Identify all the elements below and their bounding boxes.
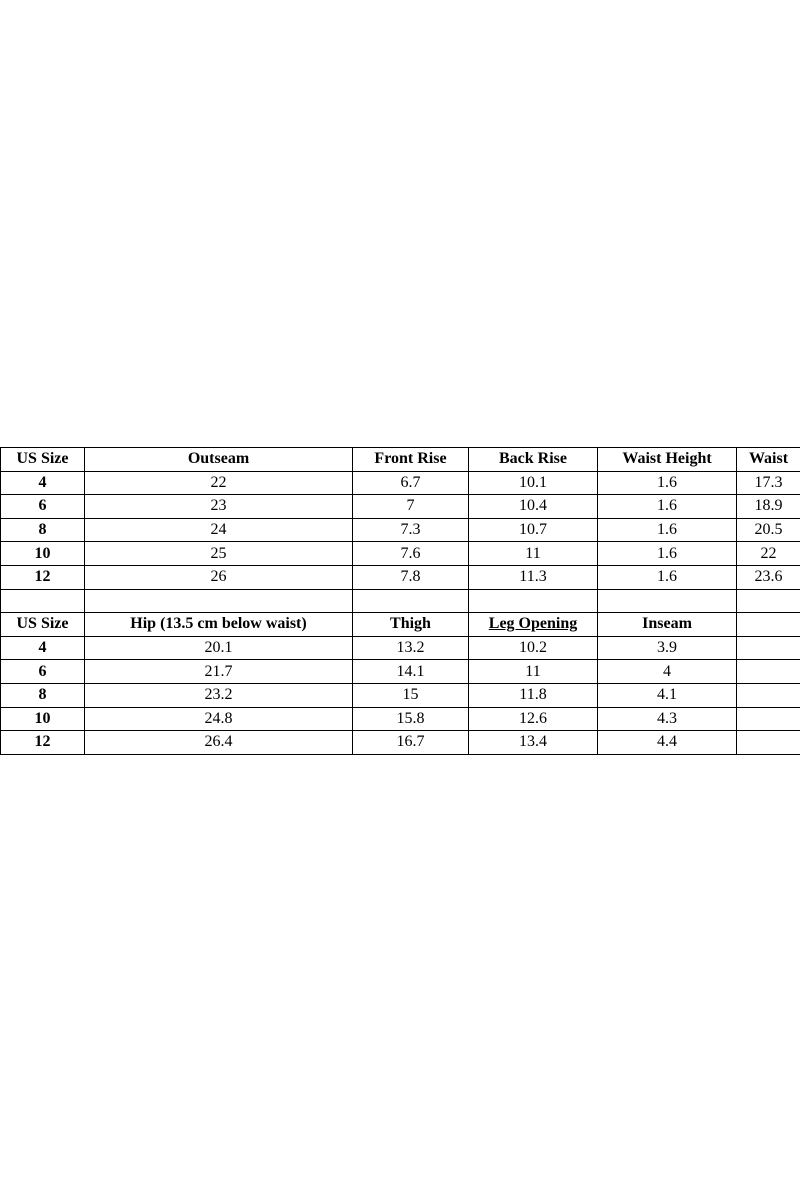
measurement-cell: 3.9 — [598, 636, 737, 660]
measurement-cell: 22 — [85, 471, 353, 495]
empty-cell — [353, 589, 469, 613]
column-header: Waist — [737, 448, 800, 472]
size-chart-body — [1, 448, 800, 755]
measurement-cell: 7.3 — [353, 518, 469, 542]
size-cell: 12 — [1, 731, 85, 755]
measurement-cell — [737, 636, 800, 660]
column-header: Back Rise — [469, 448, 598, 472]
empty-cell — [598, 589, 737, 613]
table-row — [1, 683, 800, 707]
measurement-cell: 26 — [85, 565, 353, 589]
table-row — [1, 731, 800, 755]
measurement-cell: 20.5 — [737, 518, 800, 542]
measurement-cell: 11 — [469, 660, 598, 684]
measurement-cell: 6.7 — [353, 471, 469, 495]
measurement-cell: 23.2 — [85, 683, 353, 707]
column-header: Leg Opening — [469, 613, 598, 637]
measurement-cell: 1.6 — [598, 495, 737, 519]
size-cell: 10 — [1, 542, 85, 566]
size-cell: 10 — [1, 707, 85, 731]
measurement-cell: 23 — [85, 495, 353, 519]
measurement-cell: 7 — [353, 495, 469, 519]
measurement-cell: 11.8 — [469, 683, 598, 707]
measurement-cell: 24.8 — [85, 707, 353, 731]
table-row — [1, 660, 800, 684]
table-row — [1, 495, 800, 519]
empty-cell — [469, 589, 598, 613]
measurement-cell: 13.2 — [353, 636, 469, 660]
measurement-cell: 10.2 — [469, 636, 598, 660]
spacer-row — [1, 589, 800, 613]
measurement-cell: 4.1 — [598, 683, 737, 707]
header-row — [1, 613, 800, 637]
empty-cell — [1, 589, 85, 613]
measurement-cell: 13.4 — [469, 731, 598, 755]
table-row — [1, 565, 800, 589]
empty-cell — [737, 589, 800, 613]
size-cell: 12 — [1, 565, 85, 589]
measurement-cell: 4 — [598, 660, 737, 684]
measurement-cell: 10.1 — [469, 471, 598, 495]
column-header: Front Rise — [353, 448, 469, 472]
measurement-cell: 7.6 — [353, 542, 469, 566]
size-cell: 4 — [1, 471, 85, 495]
measurement-cell: 1.6 — [598, 471, 737, 495]
measurement-cell — [737, 660, 800, 684]
table-row — [1, 542, 800, 566]
size-cell: 4 — [1, 636, 85, 660]
measurement-cell: 23.6 — [737, 565, 800, 589]
size-cell: 8 — [1, 518, 85, 542]
empty-cell — [85, 589, 353, 613]
measurement-cell: 11.3 — [469, 565, 598, 589]
measurement-cell — [737, 707, 800, 731]
column-header: US Size — [1, 613, 85, 637]
measurement-cell: 15.8 — [353, 707, 469, 731]
table-row — [1, 707, 800, 731]
measurement-cell: 1.6 — [598, 518, 737, 542]
size-chart-table — [0, 447, 800, 755]
column-header: Outseam — [85, 448, 353, 472]
measurement-cell: 15 — [353, 683, 469, 707]
size-cell: 8 — [1, 683, 85, 707]
column-header: Hip (13.5 cm below waist) — [85, 613, 353, 637]
measurement-cell: 24 — [85, 518, 353, 542]
measurement-cell: 17.3 — [737, 471, 800, 495]
size-cell: 6 — [1, 660, 85, 684]
measurement-cell: 18.9 — [737, 495, 800, 519]
measurement-cell: 25 — [85, 542, 353, 566]
measurement-cell: 14.1 — [353, 660, 469, 684]
measurement-cell: 20.1 — [85, 636, 353, 660]
measurement-cell: 11 — [469, 542, 598, 566]
measurement-cell: 21.7 — [85, 660, 353, 684]
measurement-cell — [737, 731, 800, 755]
header-row — [1, 448, 800, 472]
measurement-cell: 4.4 — [598, 731, 737, 755]
measurement-cell: 1.6 — [598, 542, 737, 566]
column-header — [737, 613, 800, 637]
size-cell: 6 — [1, 495, 85, 519]
measurement-cell: 4.3 — [598, 707, 737, 731]
column-header: Inseam — [598, 613, 737, 637]
measurement-cell: 1.6 — [598, 565, 737, 589]
column-header: Waist Height — [598, 448, 737, 472]
measurement-cell: 16.7 — [353, 731, 469, 755]
measurement-cell: 12.6 — [469, 707, 598, 731]
measurement-cell: 22 — [737, 542, 800, 566]
measurement-cell: 7.8 — [353, 565, 469, 589]
measurement-cell: 10.7 — [469, 518, 598, 542]
measurement-cell: 10.4 — [469, 495, 598, 519]
table-row — [1, 636, 800, 660]
table-row — [1, 471, 800, 495]
column-header: US Size — [1, 448, 85, 472]
column-header: Thigh — [353, 613, 469, 637]
table-row — [1, 518, 800, 542]
measurement-cell: 26.4 — [85, 731, 353, 755]
measurement-cell — [737, 683, 800, 707]
